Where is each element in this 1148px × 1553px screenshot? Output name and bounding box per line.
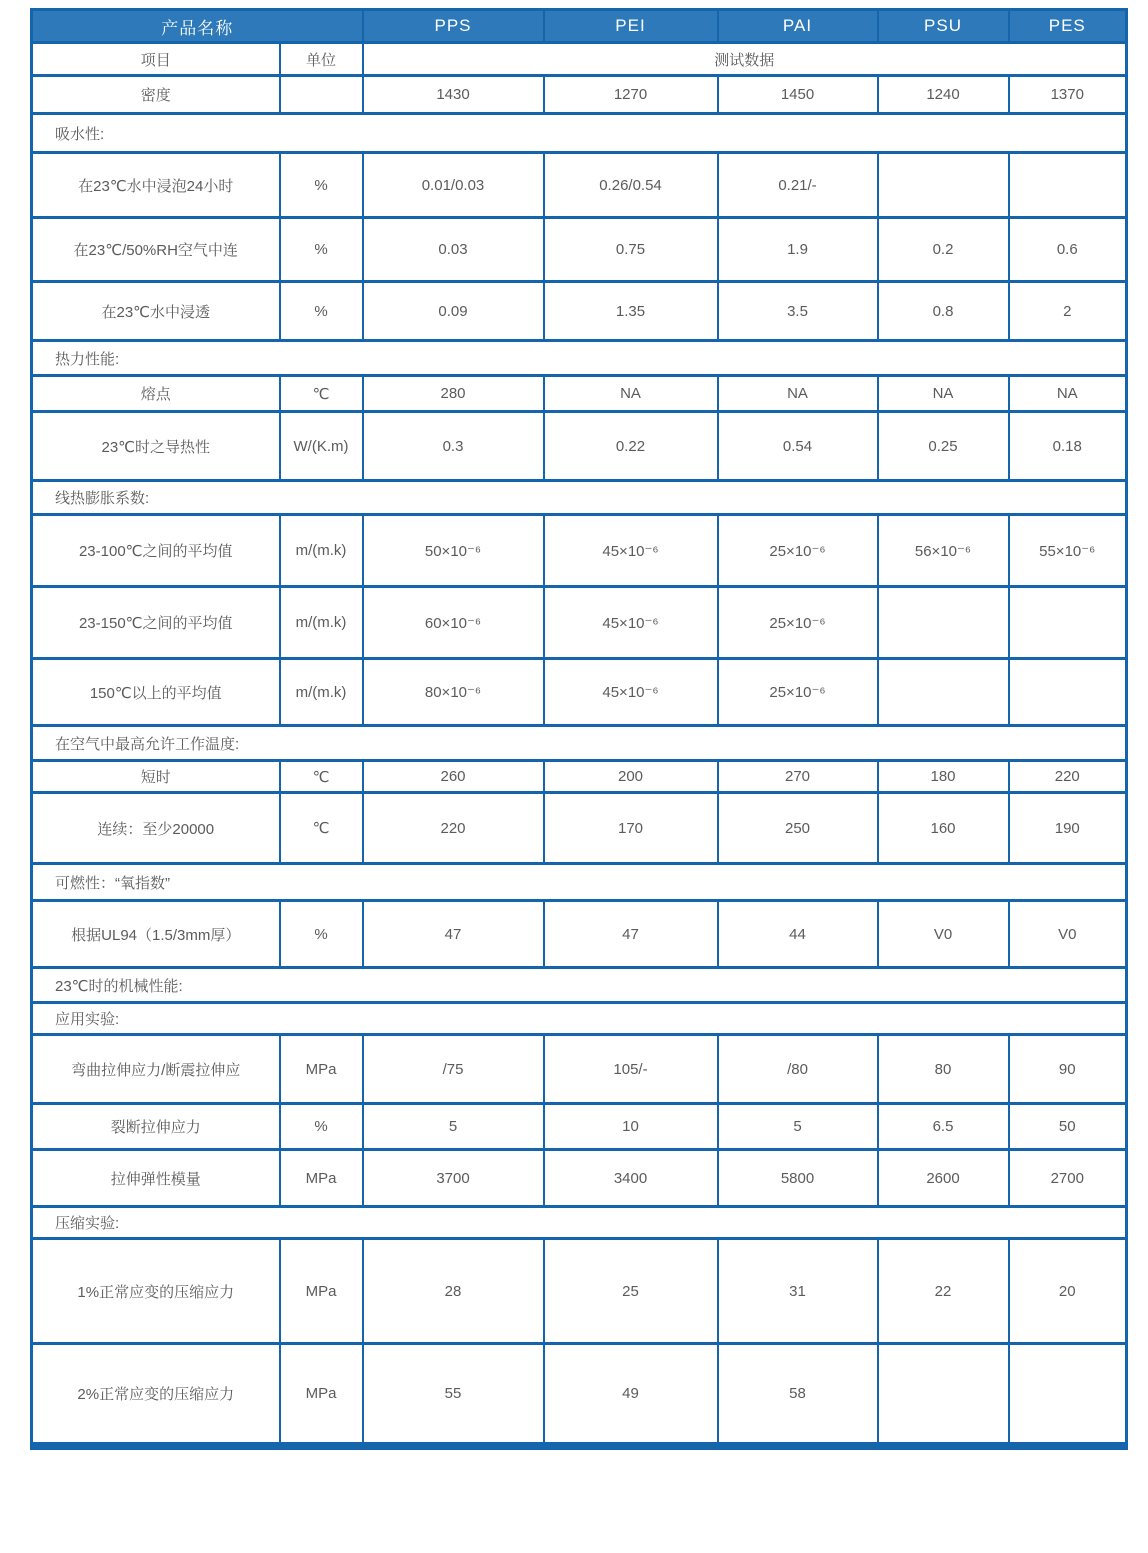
row-label: 23-150℃之间的平均值 bbox=[32, 587, 280, 659]
value-cell: 20 bbox=[1009, 1239, 1127, 1344]
value-cell: 0.75 bbox=[544, 218, 718, 282]
table-row bbox=[32, 587, 1127, 659]
section-label: 应用实验: bbox=[32, 1003, 1127, 1035]
value-cell: 3700 bbox=[363, 1150, 544, 1207]
value-cell bbox=[1009, 1344, 1127, 1446]
unit-cell: m/(m.k) bbox=[280, 515, 363, 587]
value-cell: 0.6 bbox=[1009, 218, 1127, 282]
value-cell: 45×10⁻⁶ bbox=[544, 515, 718, 587]
value-cell: 25×10⁻⁶ bbox=[718, 587, 878, 659]
value-cell: 180 bbox=[878, 761, 1009, 793]
table-row bbox=[32, 1104, 1127, 1150]
table-row bbox=[32, 1150, 1127, 1207]
value-cell: 90 bbox=[1009, 1035, 1127, 1104]
value-cell: 105/- bbox=[544, 1035, 718, 1104]
value-cell: 31 bbox=[718, 1239, 878, 1344]
value-cell: 0.01/0.03 bbox=[363, 153, 544, 218]
unit-cell: % bbox=[280, 901, 363, 968]
value-cell: 1270 bbox=[544, 76, 718, 114]
value-cell: 160 bbox=[878, 793, 1009, 864]
value-cell: NA bbox=[1009, 376, 1127, 412]
value-cell: 0.25 bbox=[878, 412, 1009, 481]
row-label: 拉伸弹性模量 bbox=[32, 1150, 280, 1207]
unit-cell: W/(K.m) bbox=[280, 412, 363, 481]
value-cell bbox=[878, 1344, 1009, 1446]
unit-cell: % bbox=[280, 1104, 363, 1150]
value-cell bbox=[878, 153, 1009, 218]
unit-cell: ℃ bbox=[280, 376, 363, 412]
subheader-row bbox=[32, 43, 1127, 76]
section-label: 可燃性：“氧指数” bbox=[32, 864, 1127, 901]
section-row bbox=[32, 1207, 1127, 1239]
table-row bbox=[32, 1239, 1127, 1344]
subheader-unit: 单位 bbox=[280, 43, 363, 76]
unit-cell bbox=[280, 76, 363, 114]
value-cell: 45×10⁻⁶ bbox=[544, 659, 718, 726]
section-row bbox=[32, 968, 1127, 1003]
value-cell: 80×10⁻⁶ bbox=[363, 659, 544, 726]
row-label: 1%正常应变的压缩应力 bbox=[32, 1239, 280, 1344]
section-label: 在空气中最高允许工作温度: bbox=[32, 726, 1127, 761]
row-label: 短时 bbox=[32, 761, 280, 793]
header-product-name: 产品名称 bbox=[32, 10, 363, 43]
value-cell bbox=[1009, 587, 1127, 659]
row-label: 23℃时之导热性 bbox=[32, 412, 280, 481]
table-row bbox=[32, 1344, 1127, 1446]
value-cell: 60×10⁻⁶ bbox=[363, 587, 544, 659]
unit-cell: MPa bbox=[280, 1344, 363, 1446]
value-cell: 6.5 bbox=[878, 1104, 1009, 1150]
row-label: 在23℃水中浸透 bbox=[32, 282, 280, 341]
column-header-pei: PEI bbox=[544, 10, 718, 43]
value-cell: 220 bbox=[363, 793, 544, 864]
table-row bbox=[32, 376, 1127, 412]
table-row bbox=[32, 515, 1127, 587]
value-cell: 2700 bbox=[1009, 1150, 1127, 1207]
value-cell: 0.3 bbox=[363, 412, 544, 481]
value-cell: 25×10⁻⁶ bbox=[718, 659, 878, 726]
section-label: 23℃时的机械性能: bbox=[32, 968, 1127, 1003]
unit-cell: ℃ bbox=[280, 793, 363, 864]
table-row bbox=[32, 659, 1127, 726]
value-cell: 58 bbox=[718, 1344, 878, 1446]
value-cell: 5 bbox=[363, 1104, 544, 1150]
row-label: 2%正常应变的压缩应力 bbox=[32, 1344, 280, 1446]
table-row bbox=[32, 412, 1127, 481]
section-row bbox=[32, 341, 1127, 376]
table-row bbox=[32, 793, 1127, 864]
value-cell: 47 bbox=[363, 901, 544, 968]
value-cell: 50 bbox=[1009, 1104, 1127, 1150]
row-label: 熔点 bbox=[32, 376, 280, 412]
row-label: 在23℃水中浸泡24小时 bbox=[32, 153, 280, 218]
unit-cell: m/(m.k) bbox=[280, 659, 363, 726]
unit-cell: ℃ bbox=[280, 761, 363, 793]
value-cell bbox=[1009, 659, 1127, 726]
unit-cell: MPa bbox=[280, 1239, 363, 1344]
value-cell: 260 bbox=[363, 761, 544, 793]
section-row bbox=[32, 114, 1127, 153]
column-header-psu: PSU bbox=[878, 10, 1009, 43]
row-label: 150℃以上的平均值 bbox=[32, 659, 280, 726]
section-label: 线热膨胀系数: bbox=[32, 481, 1127, 515]
value-cell bbox=[878, 659, 1009, 726]
value-cell: 280 bbox=[363, 376, 544, 412]
row-label: 裂断拉伸应力 bbox=[32, 1104, 280, 1150]
table-row bbox=[32, 761, 1127, 793]
value-cell: 0.54 bbox=[718, 412, 878, 481]
subheader-test-data: 测试数据 bbox=[363, 43, 1127, 76]
value-cell: 190 bbox=[1009, 793, 1127, 864]
table-row bbox=[32, 282, 1127, 341]
value-cell: NA bbox=[544, 376, 718, 412]
table-row bbox=[32, 76, 1127, 114]
unit-cell: MPa bbox=[280, 1150, 363, 1207]
unit-cell: % bbox=[280, 282, 363, 341]
value-cell: 0.09 bbox=[363, 282, 544, 341]
value-cell: 56×10⁻⁶ bbox=[878, 515, 1009, 587]
value-cell: 50×10⁻⁶ bbox=[363, 515, 544, 587]
row-label: 连续：至少20000 bbox=[32, 793, 280, 864]
section-row bbox=[32, 481, 1127, 515]
header-row bbox=[32, 10, 1127, 43]
table-row bbox=[32, 218, 1127, 282]
unit-cell: % bbox=[280, 218, 363, 282]
table-row bbox=[32, 1035, 1127, 1104]
value-cell: 2 bbox=[1009, 282, 1127, 341]
section-row bbox=[32, 1003, 1127, 1035]
value-cell: 5800 bbox=[718, 1150, 878, 1207]
value-cell: 170 bbox=[544, 793, 718, 864]
section-row bbox=[32, 864, 1127, 901]
value-cell: 47 bbox=[544, 901, 718, 968]
value-cell: 0.18 bbox=[1009, 412, 1127, 481]
value-cell: 5 bbox=[718, 1104, 878, 1150]
value-cell: 1.9 bbox=[718, 218, 878, 282]
unit-cell: MPa bbox=[280, 1035, 363, 1104]
value-cell: 55 bbox=[363, 1344, 544, 1446]
unit-cell: m/(m.k) bbox=[280, 587, 363, 659]
product-spec-table bbox=[30, 8, 1128, 1450]
value-cell: 3.5 bbox=[718, 282, 878, 341]
row-label: 密度 bbox=[32, 76, 280, 114]
value-cell: V0 bbox=[1009, 901, 1127, 968]
value-cell: 2600 bbox=[878, 1150, 1009, 1207]
section-label: 吸水性: bbox=[32, 114, 1127, 153]
column-header-pps: PPS bbox=[363, 10, 544, 43]
value-cell: 45×10⁻⁶ bbox=[544, 587, 718, 659]
value-cell: 0.21/- bbox=[718, 153, 878, 218]
column-header-pai: PAI bbox=[718, 10, 878, 43]
section-row bbox=[32, 726, 1127, 761]
value-cell bbox=[878, 587, 1009, 659]
value-cell: 80 bbox=[878, 1035, 1009, 1104]
value-cell: 44 bbox=[718, 901, 878, 968]
row-label: 23-100℃之间的平均值 bbox=[32, 515, 280, 587]
value-cell: 1430 bbox=[363, 76, 544, 114]
value-cell: 0.2 bbox=[878, 218, 1009, 282]
table-row bbox=[32, 901, 1127, 968]
row-label: 根据UL94（1.5/3mm厚） bbox=[32, 901, 280, 968]
value-cell: 270 bbox=[718, 761, 878, 793]
value-cell: 10 bbox=[544, 1104, 718, 1150]
value-cell bbox=[1009, 153, 1127, 218]
value-cell: /80 bbox=[718, 1035, 878, 1104]
value-cell: NA bbox=[718, 376, 878, 412]
value-cell: /75 bbox=[363, 1035, 544, 1104]
value-cell: 0.26/0.54 bbox=[544, 153, 718, 218]
section-label: 压缩实验: bbox=[32, 1207, 1127, 1239]
value-cell: 220 bbox=[1009, 761, 1127, 793]
value-cell: 25×10⁻⁶ bbox=[718, 515, 878, 587]
value-cell: 22 bbox=[878, 1239, 1009, 1344]
column-header-pes: PES bbox=[1009, 10, 1127, 43]
value-cell: 55×10⁻⁶ bbox=[1009, 515, 1127, 587]
value-cell: V0 bbox=[878, 901, 1009, 968]
value-cell: 0.8 bbox=[878, 282, 1009, 341]
value-cell: 1.35 bbox=[544, 282, 718, 341]
value-cell: 200 bbox=[544, 761, 718, 793]
value-cell: 3400 bbox=[544, 1150, 718, 1207]
table-row bbox=[32, 153, 1127, 218]
value-cell: 28 bbox=[363, 1239, 544, 1344]
subheader-item: 项目 bbox=[32, 43, 280, 76]
section-label: 热力性能: bbox=[32, 341, 1127, 376]
value-cell: 250 bbox=[718, 793, 878, 864]
row-label: 在23℃/50%RH空气中连 bbox=[32, 218, 280, 282]
value-cell: 1240 bbox=[878, 76, 1009, 114]
value-cell: 49 bbox=[544, 1344, 718, 1446]
value-cell: NA bbox=[878, 376, 1009, 412]
value-cell: 25 bbox=[544, 1239, 718, 1344]
unit-cell: % bbox=[280, 153, 363, 218]
row-label: 弯曲拉伸应力/断震拉伸应 bbox=[32, 1035, 280, 1104]
value-cell: 0.22 bbox=[544, 412, 718, 481]
value-cell: 1450 bbox=[718, 76, 878, 114]
value-cell: 0.03 bbox=[363, 218, 544, 282]
value-cell: 1370 bbox=[1009, 76, 1127, 114]
